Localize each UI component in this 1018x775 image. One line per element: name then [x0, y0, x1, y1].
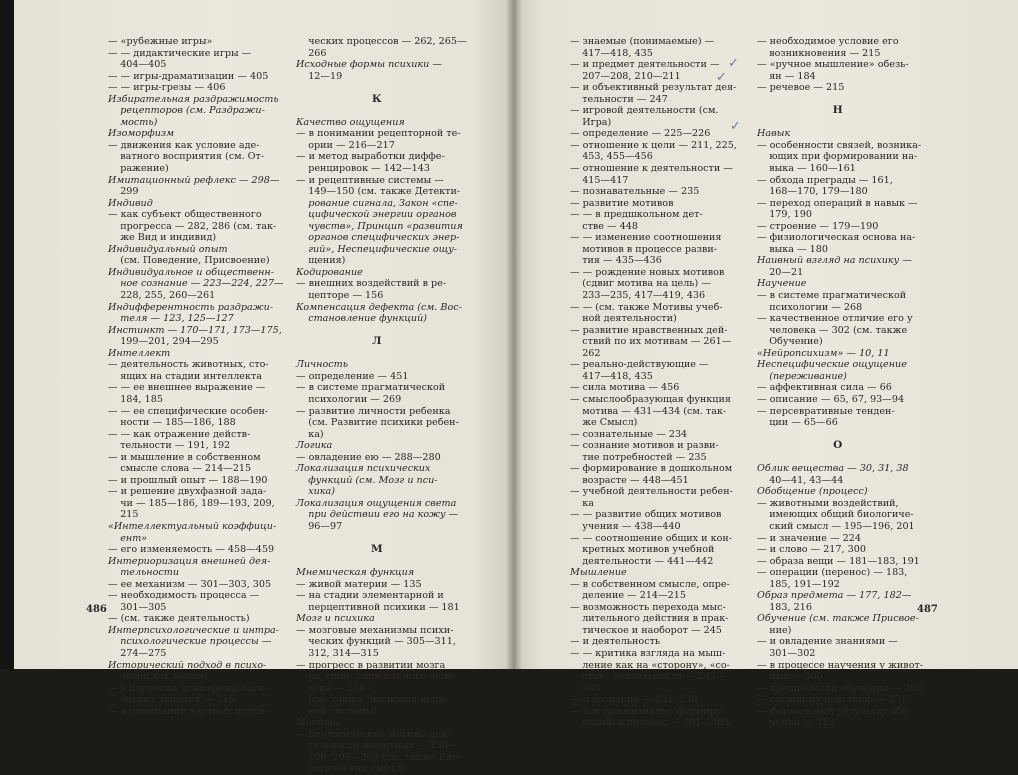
index-entry: — в собственном смысле, опре- [570, 578, 730, 590]
index-entry: Локализация ощущения света [296, 497, 457, 509]
pencil-check-mark: ✓ [728, 56, 739, 71]
index-entry: тие потребностей — 235 [570, 451, 707, 463]
index-entry: чувств», Принцип «развития [296, 220, 463, 232]
index-entry: — и прошлый опыт — 188—190 [108, 474, 268, 486]
index-entry: 183, 216 [757, 601, 812, 613]
index-entry: 40—41, 43—44 [757, 474, 844, 486]
index-entry: — реально-действующие — [570, 359, 709, 371]
index-entry: цифической энергии органов [296, 209, 457, 221]
index-entry: Интерпсихологические и интра- [108, 624, 280, 636]
index-entry: — определение — 451 [296, 370, 409, 382]
index-entry: ление как на «сторону», «со- [570, 659, 730, 671]
index-entry [296, 556, 458, 568]
index-entry: ренцировок — 142—143 [296, 163, 430, 175]
index-entry: ческих функций — 305—311, [296, 636, 456, 648]
index-entry: — развитие мотивов [570, 197, 674, 209]
index-entry: — переход операций в навык — [757, 197, 918, 209]
index-entry: — развитие нравственных дей- [570, 324, 728, 336]
index-entry: Наивный взгляд на психику — [757, 255, 912, 267]
index-entry: цепторе — 156 [296, 290, 384, 302]
index-entry: ческих процессов — 262, 265— [296, 36, 467, 47]
index-entry: ющийся процесс — 301—303 [570, 717, 730, 729]
index-entry: — в понимании частных психи- [108, 705, 268, 717]
index-column-4 [757, 36, 924, 729]
index-entry: 415—417 [570, 174, 629, 186]
index-entry: психологии — 269 [296, 393, 402, 405]
page-number-right: 487 [917, 604, 938, 615]
index-entry: имеющих общий биологиче- [757, 509, 914, 521]
index-entry: — операции (перенос) — 183, [757, 567, 908, 579]
index-entry: — прогресс в развитии мозга [296, 659, 446, 671]
index-entry: 301—302 [757, 647, 816, 659]
index-entry: Неспецифические ощущение [757, 359, 907, 371]
index-entry: 196, 207—208 (см. также Био- [296, 751, 462, 763]
index-entry: — физиологическая основа на- [757, 232, 916, 244]
index-entry: Облик вещества — 30, 31, 38 [757, 463, 909, 475]
index-entry: функций (см. Мозг и пси- [296, 474, 438, 486]
index-entry: выка — 160—161 [757, 163, 856, 175]
index-entry: — описание — 65, 67, 93—94 [757, 393, 905, 405]
book-gutter [506, 0, 522, 669]
index-entry [296, 82, 458, 94]
index-entry: гий», Неспецифические ощу- [296, 243, 458, 255]
index-entry: 207—208, 210—211 [570, 70, 681, 82]
index-entry: учения — 438—440 [570, 520, 681, 532]
index-entry: Инстинкт — 170—171, 173—175, [108, 324, 282, 336]
index-entry: — игровой деятельности (см. [570, 105, 719, 117]
index-entry: выка — 180 [757, 243, 828, 255]
index-entry: — — в предшкольном дет- [570, 209, 703, 221]
index-entry: 185, 191—192 [757, 578, 840, 590]
index-entry: — сила мотива — 456 [570, 382, 680, 394]
index-entry: Мнемическая функция [296, 567, 415, 579]
index-entry: — овладение ею — 288—280 [296, 451, 441, 463]
index-entry: Индивидуальное и общественн- [108, 266, 274, 278]
index-entry: — и значение — 224 [757, 532, 861, 544]
index-entry: — и объективный результат дея- [570, 82, 737, 94]
index-entry: 12—19 [296, 70, 343, 82]
index-entry: — движения как условие аде- [108, 139, 260, 151]
index-entry: — — развитие общих мотивов [570, 509, 722, 521]
index-entry: Компенсация дефекта (см. Вос- [296, 301, 462, 313]
index-entry: — отношение к цели — 211, 225, [570, 139, 737, 151]
index-entry: Мотивы [296, 717, 341, 729]
index-entry: — животными воздействий, [757, 497, 899, 509]
index-entry: — в процессе научения у живот- [757, 659, 924, 671]
index-entry: тельности животных — 195— [296, 740, 458, 752]
index-entry: Обучение (см. также Присвое- [757, 613, 919, 625]
index-entry: рование сигнала, Закон «спе- [296, 197, 458, 209]
index-entry: Навык [757, 128, 791, 140]
index-entry: 301—305 [108, 601, 167, 613]
index-entry: ное сознание — 223—224, 227— [108, 278, 284, 290]
index-entry [757, 452, 919, 464]
index-entry: возникновения — 215 [757, 47, 881, 59]
index-entry: ной деятельности) [570, 313, 677, 325]
index-entry: Мышление [570, 567, 627, 579]
index-entry: при действии его на кожу — [296, 509, 459, 521]
index-entry: — формальный результат обу- [757, 705, 911, 717]
index-entry: ной системы) [296, 705, 377, 717]
index-entry: деление — 214—215 [570, 590, 686, 602]
index-entry: — возможность перехода мыс- [570, 601, 726, 613]
index-entry: 168—170, 179—180 [757, 186, 868, 198]
pencil-check-mark: ✓ [716, 70, 727, 85]
index-entry: органов специфических энер- [296, 232, 460, 244]
index-entry: Исторический подход в психо- [108, 659, 267, 671]
index-entry: — — соотношение общих и кон- [570, 532, 732, 544]
index-entry: 266 [296, 47, 327, 59]
index-letter-heading: К [371, 92, 383, 105]
index-entry: 404—405 [108, 59, 167, 71]
index-entry: — сознание мотивов и разви- [570, 440, 719, 452]
index-entry: Мозг и психика [296, 613, 375, 625]
index-entry: — и мышление в собственном [108, 451, 261, 463]
index-entry: «Интеллектуальный коэффици- [108, 520, 277, 532]
index-entry: — в системе прагматической [757, 290, 907, 302]
index-entry: ражение) [108, 163, 169, 175]
index-entry: — как субъект общественного [108, 209, 262, 221]
index-entry: — и метод выработки диффе- [296, 151, 445, 163]
index-entry: ян — 184 [757, 70, 816, 82]
index-entry: — — как отражение действ- [108, 428, 251, 440]
index-entry: — — (см. также Мотивы учеб- [570, 301, 723, 313]
index-entry: — — ее специфические особен- [108, 405, 269, 417]
index-entry: Качество ощущения [296, 116, 405, 128]
index-entry: Изоморфизм [108, 128, 175, 140]
index-entry: — и сознание — 221, 238 [570, 694, 698, 706]
index-entry: психологии — 268 [757, 301, 863, 313]
index-entry: возрасте — 448—451 [570, 474, 689, 486]
index-entry: 299 [108, 186, 139, 198]
index-entry: тия — 435—436 [570, 255, 662, 267]
index-entry: 262 [570, 347, 601, 359]
index-entry: Индивидуальный опыт [108, 243, 228, 255]
index-column-2 [296, 36, 467, 775]
index-entry: 179, 190 [757, 209, 812, 221]
index-entry: теля — 123, 125—127 [108, 313, 234, 325]
index-entry: Индифферентность раздражи- [108, 301, 274, 313]
index-entry: 20—21 [757, 266, 804, 278]
page-number-left: 486 [86, 604, 107, 615]
index-entry: ент» [108, 532, 148, 544]
index-entry: (сдвиг мотива на цель) — [570, 278, 711, 290]
index-entry: (см. Развитие психики ребен- [296, 417, 459, 429]
index-entry: — в системе прагматической [296, 382, 446, 394]
index-column-3 [570, 36, 737, 729]
index-entry: 274—275 [108, 647, 167, 659]
index-entry: — его изменяемость — 458—459 [108, 544, 275, 556]
index-entry: — необходимое условие его [757, 36, 899, 47]
index-entry: — на стадии элементарной и [296, 590, 444, 602]
index-entry: 96—97 [296, 520, 343, 532]
index-letter-heading: Л [372, 335, 382, 348]
index-entry: — — дидактические игры — [108, 47, 252, 59]
index-entry: — обхода преграды — 161, [757, 174, 893, 186]
index-entry: — и предмет деятельности — [570, 59, 720, 71]
index-entry: тельности — 191, 192 [108, 440, 231, 452]
index-entry: Образ предмета — 177, 182— [757, 590, 912, 602]
index-entry: — и овладение знаниями — [757, 636, 898, 648]
pencil-check-mark: ✓ [730, 119, 741, 134]
index-entry: смысле слова — 214—215 [108, 463, 252, 475]
index-entry: 417—418, 435 [570, 370, 653, 382]
index-entry: — — рождение новых мотивов [570, 266, 725, 278]
index-entry: ка) [296, 428, 324, 440]
index-entry: прогресса — 282, 286 (см. так- [108, 220, 277, 232]
index-entry: — в понимании рецепторной те- [296, 128, 461, 140]
index-entry: 417—418, 435 [570, 47, 653, 59]
index-entry: — ее механизм — 301—303, 305 [108, 578, 272, 590]
index-entry: — знаемые (понимаемые) — [570, 36, 715, 47]
index-entry: — — ее внешнее выражение — [108, 382, 266, 394]
index-entry: ности — 185—186, 188 [108, 417, 236, 429]
index-entry: логический смысл) [296, 763, 407, 775]
index-entry: тельности — 247 [570, 93, 668, 105]
index-entry: Игра) [570, 116, 612, 128]
index-letter-heading: М [370, 543, 384, 556]
index-entry: ящих на стадии интеллекта [108, 370, 262, 382]
index-entry: — и решение двухфазной зада- [108, 486, 267, 498]
index-entry: — определение — 225—226 [570, 128, 711, 140]
index-entry: — отношение к деятельности — [570, 163, 733, 175]
index-entry: (см. Поведение, Присвоение) [108, 255, 270, 267]
index-entry: Имитационный рефлекс — 298— [108, 174, 280, 186]
index-entry: века — 314 [296, 682, 365, 694]
index-entry: — сложному действию — 231 [757, 694, 907, 706]
index-entry: на этапе современного чело- [296, 671, 456, 683]
index-entry: ории — 216—217 [296, 139, 395, 151]
index-entry: — в изучении психофизиологи- [108, 682, 268, 694]
index-entry: (переживание) [757, 370, 847, 382]
index-entry: — формирование в дошкольном [570, 463, 733, 475]
index-entry: Научение [757, 278, 807, 290]
index-entry: — образа вещи — 181—183, 191 [757, 555, 920, 567]
index-entry: — и слово — 217, 300 [757, 544, 866, 556]
index-entry: «Нейропсихизм» — 10, 11 [757, 347, 890, 359]
index-entry: ческих явлений — 315 [108, 694, 235, 706]
index-entry: — — игры-грезы — 406 [108, 82, 226, 94]
index-entry: лительного действия в прак- [570, 613, 729, 625]
index-entry: хика) [296, 486, 335, 498]
index-entry: — аффективная сила — 66 [757, 382, 892, 394]
index-entry: — и деятельность [570, 636, 661, 648]
index-entry: Интериоризация внешней дея- [108, 555, 271, 567]
index-entry: ции — 65—66 [757, 417, 838, 429]
index-entry: — деятельность животных, сто- [108, 359, 269, 371]
index-entry: ка [570, 497, 594, 509]
index-entry: — биологические мотивы дея- [296, 728, 451, 740]
index-column-1 [108, 36, 284, 717]
index-entry: Личность [296, 359, 348, 371]
index-entry: — смыслообразующая функция [570, 393, 731, 405]
index-entry: — необходимость процесса — [108, 590, 260, 602]
index-entry: — учебной деятельности ребен- [570, 486, 733, 498]
index-entry: — мозговые механизмы психи- [296, 624, 454, 636]
index-entry: — (см. также деятельность) [108, 613, 250, 625]
index-entry: чения — 313 [757, 717, 835, 729]
index-entry: — «ручное мышление» обезь- [757, 59, 909, 71]
index-entry: 215 [108, 509, 139, 521]
index-entry: Избирательная раздражимость [108, 93, 279, 105]
index-entry: — живой материи — 135 [296, 578, 422, 590]
index-entry: 199—201, 294—295 [108, 336, 219, 348]
index-entry [757, 117, 919, 129]
index-entry: деятельности — 441—442 [570, 555, 714, 567]
index-entry: ский смысл — 195—196, 201 [757, 520, 915, 532]
index-entry: Индивид [108, 197, 153, 209]
index-entry: — речевое — 215 [757, 82, 845, 94]
index-entry: ватного восприятия (см. От- [108, 151, 265, 163]
index-entry: психологические процессы — [108, 636, 272, 648]
index-entry: — особенности связей, возника- [757, 139, 922, 151]
index-entry: Обобщение (процесс) [757, 486, 868, 498]
index-entry: щения) [296, 255, 346, 267]
index-entry: Исходные формы психики — [296, 59, 442, 71]
index-entry: мотивов в процессе разви- [570, 243, 717, 255]
index-entry: Обучение) [757, 336, 823, 348]
index-entry: — — игры-драматизации — 405 [108, 70, 269, 82]
index-entry: — внешних воздействий в ре- [296, 278, 447, 290]
index-entry: ных — 300 [757, 671, 823, 683]
index-entry: чи — 185—186, 189—193, 209, [108, 497, 275, 509]
index-entry: же Вид и индивид) [108, 232, 217, 244]
index-entry: ние) [757, 624, 792, 636]
index-entry: 233—235, 417—419, 436 [570, 290, 706, 302]
index-entry: кретных мотивов учебной [570, 544, 715, 556]
index-entry: — как прижизненно формиру- [570, 705, 725, 717]
index-entry: 312, 314—315 [296, 647, 379, 659]
index-entry: перцептивной психики — 181 [296, 601, 460, 613]
index-entry: ющих при формировании на- [757, 151, 918, 163]
index-entry: Локализация психических [296, 463, 431, 475]
index-entry: Интеллект [108, 347, 171, 359]
index-entry: — качественное отличие его у [757, 313, 913, 325]
index-entry: рецепторов (см. Раздражи- [108, 105, 265, 117]
index-entry: 453, 455—456 [570, 151, 653, 163]
index-entry [296, 348, 458, 360]
index-letter-heading: О [833, 439, 843, 452]
index-entry: — сознательные — 234 [570, 428, 688, 440]
index-entry: 184, 185 [108, 393, 163, 405]
index-entry: тическое и наоборот — 245 [570, 624, 722, 636]
index-entry: Логика [296, 440, 333, 452]
index-entry: — — изменение соотношения [570, 232, 722, 244]
index-entry: же Смысл) [570, 417, 638, 429]
index-entry: — персевративные тенден- [757, 405, 895, 417]
index-entry: — «рубежные игры» [108, 36, 213, 47]
index-entry: логии как метод [108, 671, 208, 683]
index-entry: — предпосылки обучения — 300 [757, 682, 923, 694]
index-entry: став» деятельности — 242— [570, 671, 726, 683]
index-entry: 243 [570, 682, 601, 694]
index-entry: — познавательные — 235 [570, 186, 700, 198]
index-entry: мость) [108, 116, 158, 128]
index-entry: — — критика взгляда на мыш- [570, 647, 726, 659]
index-entry: — развитие личности ребенка [296, 405, 451, 417]
index-entry: тельности [108, 567, 180, 579]
index-entry: Кодирование [296, 266, 363, 278]
index-entry: человека — 302 (см. также [757, 324, 908, 336]
index-entry: 228, 255, 260—261 [108, 290, 216, 302]
index-entry: — и рецептивные системы — [296, 174, 444, 186]
index-entry: 149—150 (см. также Детекти- [296, 186, 461, 198]
index-entry: стве — 448 [570, 220, 638, 232]
index-entry: — строение — 179—190 [757, 220, 879, 232]
index-letter-heading: Н [832, 104, 844, 117]
index-entry: ствий по их мотивам — 261— [570, 336, 732, 348]
index-entry: (см. также Эволюция нерв- [296, 694, 447, 706]
index-entry: мотива — 431—434 (см. так- [570, 405, 727, 417]
index-entry: становление функций) [296, 313, 427, 325]
index-entry [296, 105, 458, 117]
